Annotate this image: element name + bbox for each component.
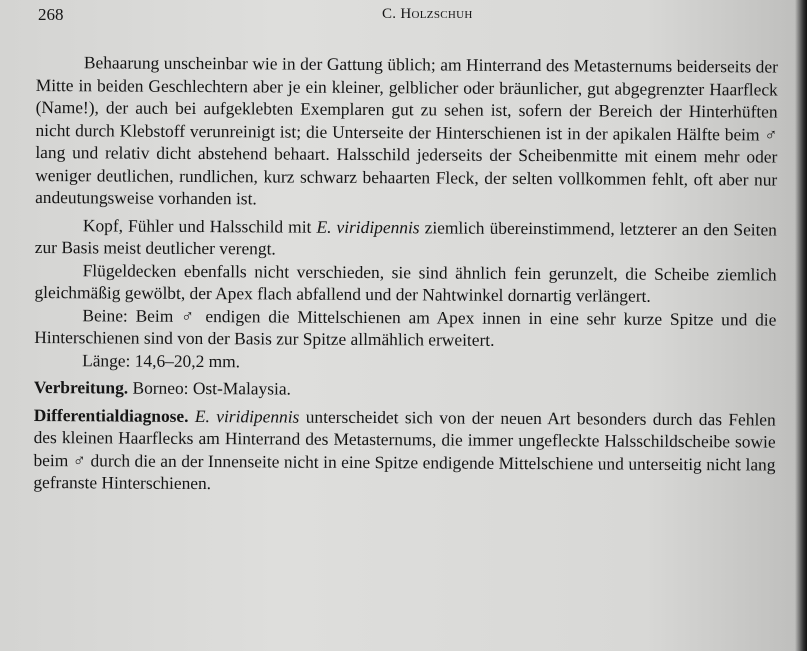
verbreitung-heading: Verbreitung. bbox=[33, 376, 129, 398]
paragraph-behaarung: Behaarung unscheinbar wie in der Gattung üblich; am Hinterrand des Metasternums beiderseits der Mitte in beiden Geschlechtern aber je ein kleiner, gelblicher oder bräunlicher, gut abgegrenzter Haarfleck (Name!), der auch bei aufgeklebten Exemplaren gut zu sehen ist, sofern der Bereich der Hinterhüften nicht durch Klebstoff verunreinigt ist; die Unterseite der Hinterschienen ist in der apikalen Hälfte beim ♂ lang und relativ dicht abstehend behaart. Halsschild jederseits der Scheibenmitte mit einem mehr oder weniger deutlichen, rundlichen, kurz schwarz behaarten Fleck, der selten vollkommen fehlt, oft aber nur andeutungsweise vorhanden ist. bbox=[35, 52, 778, 209]
verbreitung-text: Borneo: Ost-Malaysia. bbox=[128, 377, 291, 399]
paragraph-verbreitung bbox=[34, 376, 776, 403]
page-number: 268 bbox=[38, 5, 64, 24]
diff-species-name: E. viridipennis bbox=[194, 405, 300, 427]
differentialdiagnose-text: unterscheidet sich von der neuen Art besonders durch das Fehlen des kleinen Haarflecks am Hinterrand des Metasternums, die immer ungefleckte Halsschildscheibe sowie beim ♂ durch die an der Innenseite nicht in eine Spitze endigende Mittelschiene und unterseitig nicht lang gefranste Hinterschienen. bbox=[33, 406, 776, 494]
species-name: E. viridipennis bbox=[316, 216, 420, 237]
paragraph-differentialdiagnose bbox=[33, 403, 776, 498]
main-text bbox=[33, 51, 778, 498]
paragraph-kopf bbox=[35, 213, 777, 263]
page-shadow-edge bbox=[795, 0, 807, 651]
running-head: C. Holzschuh bbox=[382, 6, 473, 22]
paragraph-laenge: Länge: 14,6–20,2 mm. bbox=[82, 349, 241, 371]
paragraph-kopf-end: ziemlich übereinstimmend, letzterer an den Seiten zur Basis meist deutlicher verengt. bbox=[34, 216, 777, 259]
paragraph-fluegeldecken: Flügeldecken ebenfalls nicht verschieden, sie sind ähnlich fein gerunzelt, die Scheibe ziemlich gleichmäßig gewölbt, der Apex flach abfallend und der Nahtwinkel dornartig verlängert. bbox=[34, 259, 777, 306]
paragraph-kopf-start: Kopf, Fühler und Halsschild mit bbox=[82, 214, 317, 237]
paragraph-beine: Beine: Beim ♂ endigen die Mittelschienen am Apex innen in eine sehr kurze Spitze und die Hinterschienen sind von der Basis zur Spitze allmählich erweitert. bbox=[34, 304, 777, 350]
differentialdiagnose-heading: Differentialdiagnose. bbox=[33, 404, 189, 426]
page-header bbox=[0, 5, 807, 27]
